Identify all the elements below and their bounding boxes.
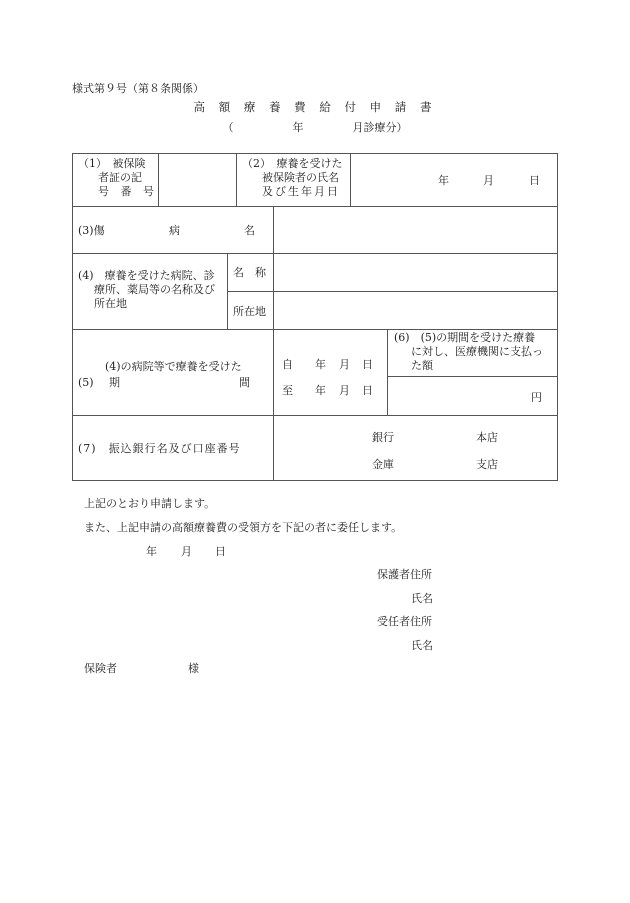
honorific-label: 様 — [188, 662, 199, 675]
from-month: 月 — [339, 358, 350, 371]
hospital-address-label: 所在地 — [233, 305, 266, 318]
patient-name-birth-field[interactable] — [351, 154, 557, 205]
payment-amount-label: (6) (5)の期間を受けた療養 に対し、医療機関に支払っ た額 — [394, 331, 543, 372]
from-label: 自 — [282, 358, 293, 371]
treatment-period-label: (4)の病院等で療養を受けた — [105, 360, 242, 373]
disease-name-label-mid: 病 — [169, 224, 180, 237]
table-border-left — [72, 153, 73, 481]
table-border-right — [557, 153, 558, 481]
from-day: 日 — [362, 358, 373, 371]
branch-label: 支店 — [476, 458, 498, 471]
to-day: 日 — [362, 384, 373, 397]
form-title: 高 額 療 養 費 給 付 申 請 書 — [193, 100, 437, 114]
to-label: 至 — [282, 384, 293, 397]
patient-label: （2） 療養を受けた 被保険者の氏名 及び生年月日 — [242, 157, 343, 198]
bank-account-field[interactable] — [274, 416, 557, 480]
guardian-address-label: 保護者住所 — [377, 568, 432, 581]
date-year: 年 — [146, 545, 157, 558]
payment-amount-field[interactable] — [388, 377, 557, 415]
date-day: 日 — [215, 545, 226, 558]
birth-day-label: 日 — [529, 174, 540, 187]
disease-name-label-end: 名 — [244, 224, 255, 237]
table-border-bottom — [72, 480, 558, 481]
credit-union-label: 金庫 — [372, 458, 394, 471]
treatment-period-label-kan: 間 — [239, 376, 250, 389]
from-year: 年 — [315, 358, 326, 371]
bank-label: 銀行 — [372, 431, 394, 444]
hospital-label: (4) 療養を受けた病院、診 療所、薬局等の名称及び 所在地 — [78, 269, 215, 310]
hospital-address-field[interactable] — [274, 292, 557, 329]
disease-name-label-start: (3)傷 — [78, 224, 105, 237]
guardian-name-label: 氏名 — [411, 592, 433, 605]
yen-unit: 円 — [531, 391, 542, 404]
delegation-statement: また、上記申請の高額療養費の受領方を下記の者に委任します。 — [84, 521, 403, 534]
period-month: 月診療分） — [352, 121, 408, 134]
treatment-period-dates[interactable] — [274, 330, 387, 415]
birth-year-label: 年 — [438, 174, 449, 187]
application-form-table — [72, 153, 558, 481]
col-divider — [236, 153, 237, 206]
disease-name-field[interactable] — [274, 207, 557, 253]
to-month: 月 — [339, 384, 350, 397]
insured-number-label: （1） 被保険 者証の記 号 番 号 — [78, 157, 158, 198]
hospital-name-label: 名 称 — [233, 266, 266, 279]
delegate-name-label: 氏名 — [411, 639, 433, 652]
delegate-address-label: 受任者住所 — [377, 615, 432, 628]
form-number: 様式第９号（第８条関係） — [72, 82, 204, 95]
treatment-period-label-num: (5) — [78, 376, 94, 389]
treatment-period-label-ki: 期 — [109, 376, 120, 389]
period-open-paren: （ — [222, 121, 234, 134]
to-year: 年 — [315, 384, 326, 397]
insured-number-field[interactable] — [159, 154, 235, 205]
bank-account-label: (7) 振込銀行名及び口座番号 — [78, 442, 241, 455]
period-year: 年 — [292, 121, 304, 134]
treatment-period-heading — [0, 119, 630, 135]
date-month: 月 — [181, 545, 192, 558]
insurer-label: 保険者 — [84, 662, 117, 675]
hospital-name-field[interactable] — [274, 254, 557, 291]
birth-month-label: 月 — [483, 174, 494, 187]
col-divider — [227, 253, 228, 329]
head-office-label: 本店 — [476, 431, 498, 444]
application-statement: 上記のとおり申請します。 — [84, 497, 216, 510]
